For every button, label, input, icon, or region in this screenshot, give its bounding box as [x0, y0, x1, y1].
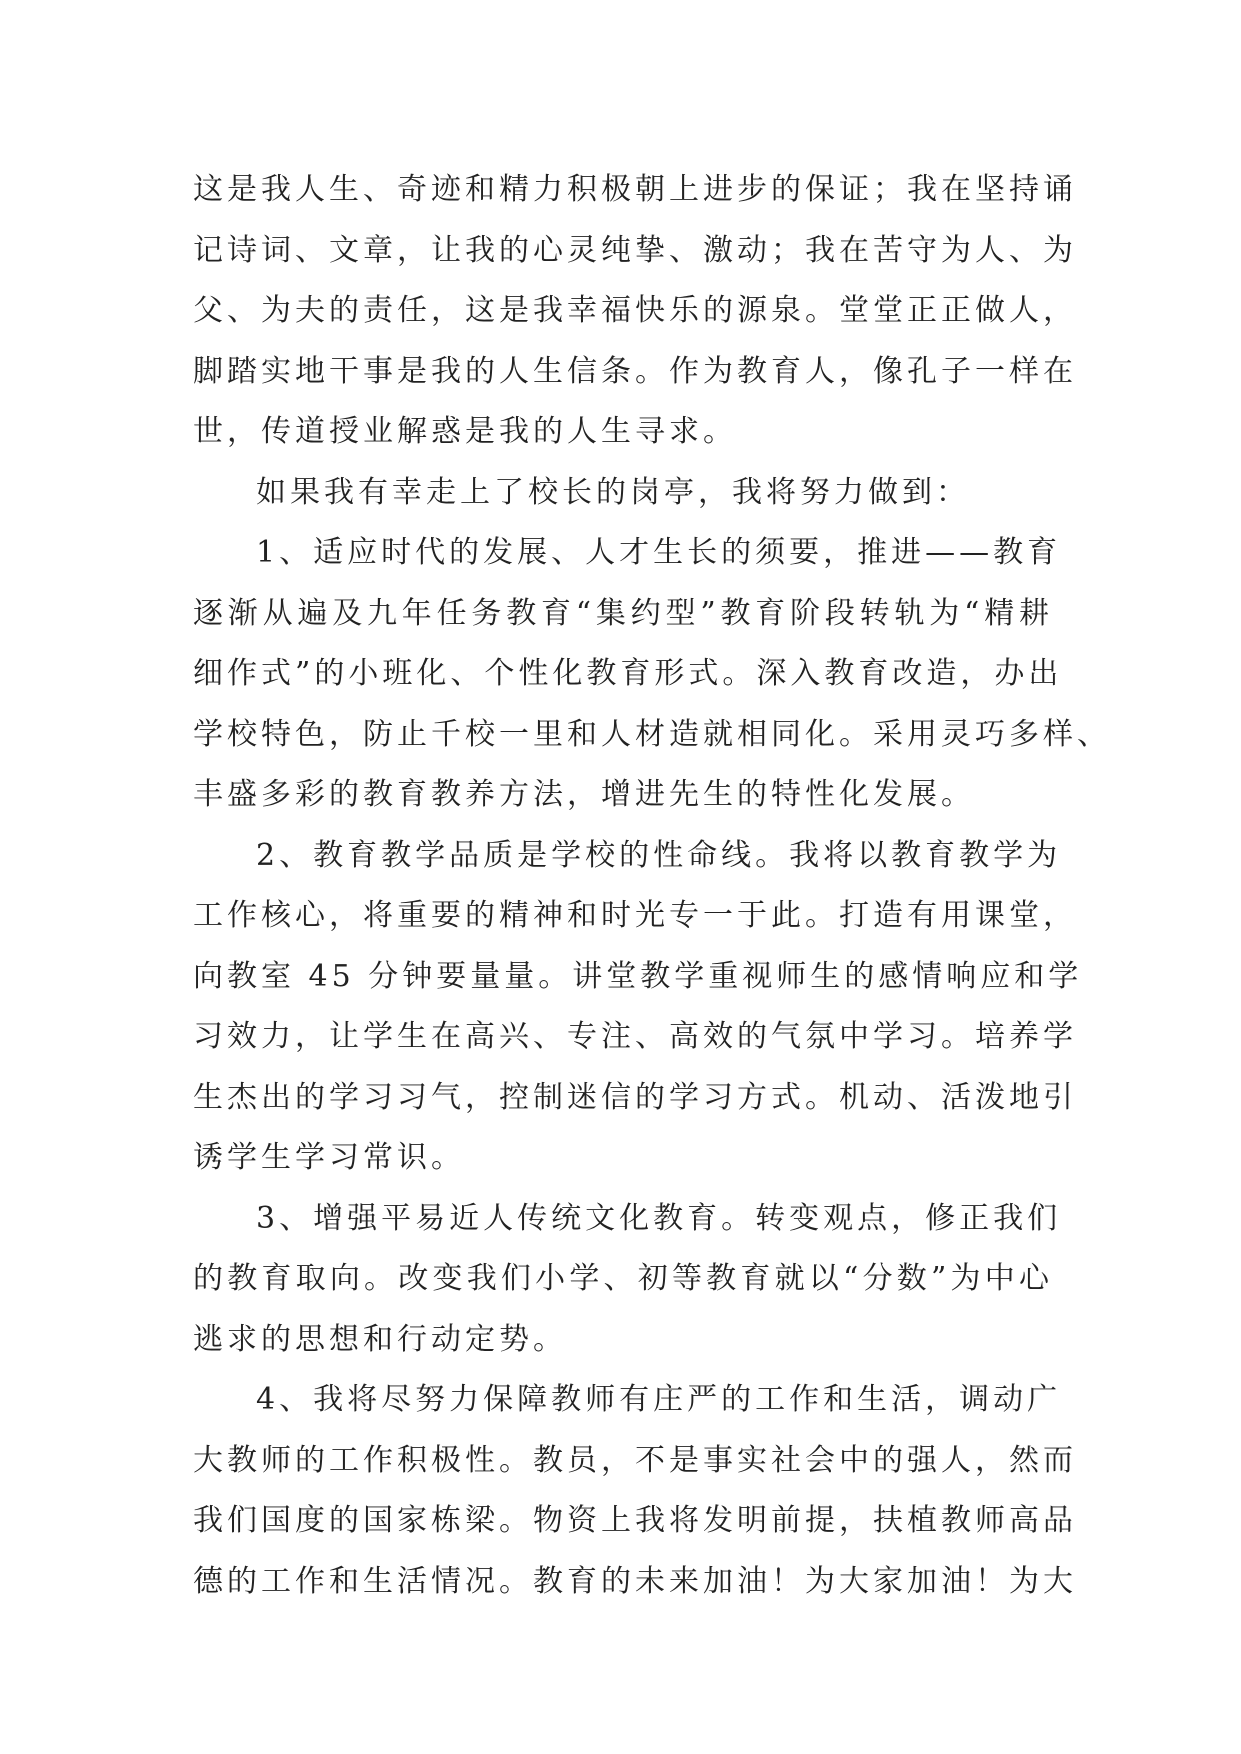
paragraph-first-line: 2、教育教学品质是学校的性命线。我将以教育教学为 — [256, 837, 1062, 873]
paragraph-first-line: 如果我有幸走上了校长的岗亭，我将努力做到： — [256, 474, 970, 510]
text-line: 学校特色，防止千校一里和人材造就相同化。采用灵巧多样、 — [193, 716, 1111, 752]
text-line: 诱学生学习常识。 — [193, 1140, 465, 1175]
text-line: 的教育取向。改变我们小学、初等教育就以“分数”为中心 — [193, 1261, 1053, 1296]
text-line: 习效力，让学生在高兴、专注、高效的气氛中学习。培养学 — [193, 1019, 1077, 1054]
text-line: 这是我人生、奇迹和精力积极朝上进步的保证；我在坚持诵 — [193, 172, 1077, 207]
text-line: 我们国度的国家栋梁。物资上我将发明前提，扶植教师高品 — [193, 1503, 1077, 1538]
text-line: 逃求的思想和行动定势。 — [193, 1321, 567, 1357]
text-line: 工作核心，将重要的精神和时光专一于此。打造有用课堂， — [193, 898, 1077, 933]
text-line: 父、为夫的责任，这是我幸福快乐的源泉。堂堂正正做人， — [193, 293, 1077, 328]
text-line: 丰盛多彩的教育教养方法，增进先生的特性化发展。 — [193, 777, 975, 812]
text-line: 记诗词、文章，让我的心灵纯挚、激动；我在苦守为人、为 — [193, 232, 1077, 268]
text-line: 逐渐从遍及九年任务教育“集约型”教育阶段转轨为“精耕 — [193, 595, 1053, 631]
text-line: 世，传道授业解惑是我的人生寻求。 — [193, 414, 737, 449]
text-line: 大教师的工作积极性。教员，不是事实社会中的强人，然而 — [193, 1442, 1077, 1478]
text-line: 细作式”的小班化、个性化教育形式。深入教育改造，办出 — [193, 656, 1063, 691]
paragraph-first-line: 1、适应时代的发展、人才生长的须要，推进——教育 — [256, 535, 1062, 570]
text-line: 生杰出的学习习气，控制迷信的学习方式。机动、活泼地引 — [193, 1079, 1077, 1115]
paragraph-first-line: 4、我将尽努力保障教师有庄严的工作和生活，调动广 — [256, 1382, 1062, 1417]
document-body — [193, 160, 1111, 1612]
text-line: 德的工作和生活情况。教育的未来加油！为大家加油！为大 — [193, 1563, 1077, 1599]
text-line: 脚踏实地干事是我的人生信条。作为教育人，像孔子一样在 — [193, 353, 1077, 389]
paragraph-first-line: 3、增强平易近人传统文化教育。转变观点，修正我们 — [256, 1200, 1062, 1236]
text-line: 向教室 45 分钟要量量。讲堂教学重视师生的感情响应和学 — [193, 958, 1083, 994]
